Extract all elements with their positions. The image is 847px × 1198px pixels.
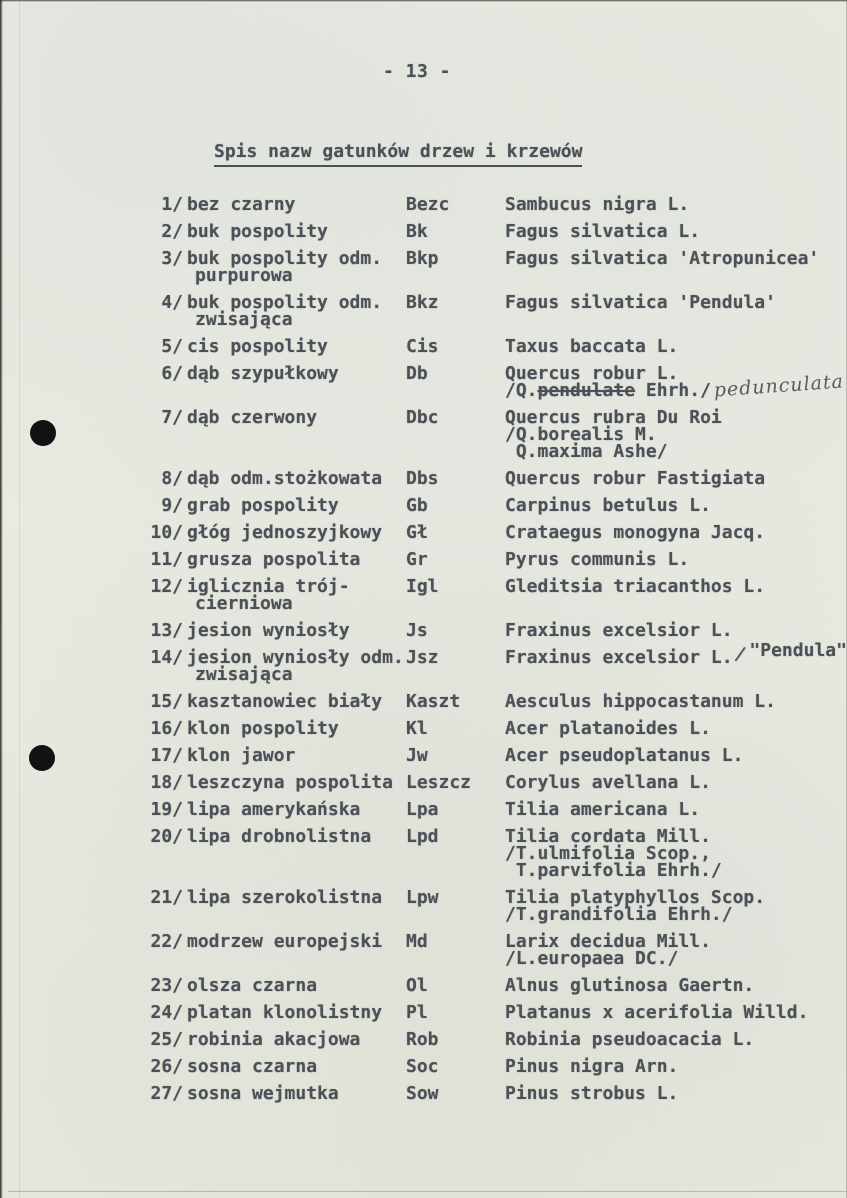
row-latin-name xyxy=(505,977,847,994)
latin-name-line: Quercus robur L. xyxy=(505,363,679,384)
latin-name-line: Alnus glutinosa Gaertn. xyxy=(505,975,755,996)
row-number: 9/ xyxy=(161,495,183,516)
row-polish-name xyxy=(187,693,406,710)
latin-name-line: Fraxinus excelsior L./ "Pendula" xyxy=(505,640,847,668)
latin-name-line: Aesculus hippocastanum L. xyxy=(505,691,776,712)
polish-name-line: lipa amerykańska xyxy=(187,799,361,820)
row-polish-name xyxy=(187,1058,406,1075)
list-row xyxy=(150,889,847,923)
polish-name-line: robinia akacjowa xyxy=(187,1029,361,1050)
polish-name-line: głóg jednoszyjkowy xyxy=(187,522,383,543)
row-polish-name xyxy=(187,196,406,213)
polish-name-line: lipa szerokolistna xyxy=(187,887,383,908)
row-code: Leszcz xyxy=(406,772,472,793)
latin-name-line: Larix decidua Mill. xyxy=(505,931,711,952)
row-code: Dbc xyxy=(406,407,439,428)
row-latin-name xyxy=(505,1031,847,1048)
latin-name-line: Carpinus betulus L. xyxy=(505,495,711,516)
list-row xyxy=(150,1031,847,1048)
polish-name-line: olsza czarna xyxy=(187,975,318,996)
list-row xyxy=(150,774,847,791)
row-number: 8/ xyxy=(161,468,183,489)
row-latin-name xyxy=(505,801,847,818)
row-latin-name xyxy=(505,889,847,923)
row-latin-name xyxy=(505,1058,847,1075)
row-code: Kl xyxy=(406,718,428,739)
scan-edge-top xyxy=(0,0,847,2)
row-latin-name xyxy=(505,933,847,967)
row-latin-name xyxy=(505,409,847,460)
row-number: 3/ xyxy=(161,248,183,269)
latin-name-line: Tilia platyphyllos Scop. xyxy=(505,887,766,908)
row-latin-name xyxy=(505,578,847,595)
row-code: Bkz xyxy=(406,292,439,313)
row-number: 16/ xyxy=(150,718,183,739)
latin-name-line: /T.grandifolia Ehrh./ xyxy=(505,904,733,925)
row-number: 1/ xyxy=(161,194,183,215)
latin-name-line: Sambucus nigra L. xyxy=(505,194,690,215)
polish-name-line: zwisająca xyxy=(195,664,293,685)
polish-name-line: klon pospolity xyxy=(187,718,339,739)
polish-name-line: zwisająca xyxy=(195,309,293,330)
row-latin-name xyxy=(505,294,847,311)
latin-name-line: Gleditsia triacanthos L. xyxy=(505,576,766,597)
polish-name-line: jesion wyniosły xyxy=(187,620,350,641)
latin-name-line: Tilia americana L. xyxy=(505,799,701,820)
row-number: 21/ xyxy=(150,887,183,908)
polish-name-line: kasztanowiec biały xyxy=(187,691,383,712)
row-code: Gr xyxy=(406,549,428,570)
latin-name-line: Quercus rubra Du Roi xyxy=(505,407,722,428)
annotation-slash: / xyxy=(733,643,748,666)
latin-name-line: Corylus avellana L. xyxy=(505,772,711,793)
row-polish-name xyxy=(187,1031,406,1048)
row-polish-name xyxy=(187,977,406,994)
row-polish-name xyxy=(187,747,406,764)
row-polish-name xyxy=(187,828,406,845)
row-code: Kaszt xyxy=(406,691,461,712)
polish-name-line: dąb szypułkowy xyxy=(187,363,339,384)
latin-name-line: /Q.borealis M. xyxy=(505,424,657,445)
row-polish-name xyxy=(187,720,406,737)
row-number: 5/ xyxy=(161,336,183,357)
row-number: 27/ xyxy=(150,1083,183,1104)
row-code: Cis xyxy=(406,336,439,357)
row-latin-name xyxy=(505,1085,847,1102)
list-row xyxy=(150,801,847,818)
row-code: Bkp xyxy=(406,248,439,269)
document-title: Spis nazw gatunków drzew i krzewów xyxy=(214,141,582,167)
row-code: Lpw xyxy=(406,887,439,908)
row-code: Gb xyxy=(406,495,428,516)
row-polish-name xyxy=(187,622,406,639)
row-polish-name xyxy=(187,801,406,818)
row-code: Lpa xyxy=(406,799,439,820)
row-latin-name xyxy=(505,223,847,240)
row-number: 26/ xyxy=(150,1056,183,1077)
row-latin-name xyxy=(505,1004,847,1021)
row-polish-name xyxy=(187,524,406,541)
row-number: 4/ xyxy=(161,292,183,313)
list-row xyxy=(150,622,847,639)
row-latin-name xyxy=(505,693,847,710)
list-row xyxy=(150,338,847,355)
latin-name-line: Fagus silvatica L. xyxy=(505,221,701,242)
row-latin-name xyxy=(505,828,847,879)
polish-name-line: grusza pospolita xyxy=(187,549,361,570)
row-number: 19/ xyxy=(150,799,183,820)
row-polish-name xyxy=(187,774,406,791)
latin-name-line: Robinia pseudoacacia L. xyxy=(505,1029,755,1050)
row-code: Gł xyxy=(406,522,428,543)
list-row xyxy=(150,250,847,284)
row-latin-name xyxy=(505,747,847,764)
polish-name-line: lipa drobnolistna xyxy=(187,826,372,847)
hole-punch-bottom xyxy=(29,745,55,771)
row-number: 17/ xyxy=(150,745,183,766)
list-row xyxy=(150,720,847,737)
row-latin-name xyxy=(505,551,847,568)
row-code: Soc xyxy=(406,1056,439,1077)
row-number: 22/ xyxy=(150,931,183,952)
species-list xyxy=(150,196,847,1112)
latin-name-line: Q.maxima Ashe/ xyxy=(505,441,668,462)
list-row xyxy=(150,977,847,994)
row-number: 13/ xyxy=(150,620,183,641)
row-polish-name xyxy=(187,409,406,426)
row-latin-name xyxy=(505,622,847,639)
row-code: Bk xyxy=(406,221,428,242)
latin-name-line: /T.ulmifolia Scop., xyxy=(505,843,711,864)
scan-edge-left xyxy=(0,0,3,1198)
row-polish-name xyxy=(187,365,406,382)
row-number: 20/ xyxy=(150,826,183,847)
row-number: 7/ xyxy=(161,407,183,428)
row-latin-name xyxy=(505,250,847,267)
latin-name-line: Pyrus communis L. xyxy=(505,549,690,570)
scan-bottom-line xyxy=(8,1191,847,1192)
latin-name-line: Fagus silvatica 'Atropunicea' xyxy=(505,248,820,269)
list-row xyxy=(150,693,847,710)
list-row xyxy=(150,470,847,487)
latin-name-line: Tilia cordata Mill. xyxy=(505,826,711,847)
row-code: Jsz xyxy=(406,647,439,668)
list-row xyxy=(150,363,847,402)
polish-name-line: modrzew europejski xyxy=(187,931,383,952)
latin-name-line: Crataegus monogyna Jacq. xyxy=(505,522,766,543)
row-polish-name xyxy=(187,338,406,355)
row-polish-name xyxy=(187,250,406,284)
row-latin-name xyxy=(505,640,847,668)
row-latin-name xyxy=(505,363,847,402)
row-polish-name xyxy=(187,294,406,328)
polish-name-line: purpurowa xyxy=(195,265,293,286)
list-row xyxy=(150,409,847,460)
row-polish-name xyxy=(187,497,406,514)
polish-name-line: buk pospolity odm. xyxy=(187,292,383,313)
list-row xyxy=(150,497,847,514)
row-number: 6/ xyxy=(161,363,183,384)
latin-name-line: Quercus robur Fastigiata xyxy=(505,468,766,489)
strikethrough-text: pendulate xyxy=(537,380,636,401)
row-latin-name xyxy=(505,470,847,487)
polish-name-line: grab pospolity xyxy=(187,495,339,516)
row-polish-name xyxy=(187,649,406,683)
latin-name-line: Pinus nigra Arn. xyxy=(505,1056,679,1077)
list-row xyxy=(150,640,847,685)
list-row xyxy=(150,1085,847,1102)
latin-name-line: /L.europaea DC./ xyxy=(505,948,679,969)
row-number: 25/ xyxy=(150,1029,183,1050)
list-row xyxy=(150,294,847,328)
row-latin-name xyxy=(505,338,847,355)
latin-name-line: Fraxinus excelsior L. xyxy=(505,620,733,641)
row-code: Rob xyxy=(406,1029,439,1050)
latin-name-line: Platanus x acerifolia Willd. xyxy=(505,1002,809,1023)
row-polish-name xyxy=(187,889,406,906)
row-code: Ol xyxy=(406,975,428,996)
list-row xyxy=(150,223,847,240)
row-latin-name xyxy=(505,720,847,737)
polish-name-line: dąb czerwony xyxy=(187,407,318,428)
polish-name-line: platan klonolistny xyxy=(187,1002,383,1023)
list-row xyxy=(150,551,847,568)
row-code: Md xyxy=(406,931,428,952)
row-number: 23/ xyxy=(150,975,183,996)
row-polish-name xyxy=(187,551,406,568)
polish-name-line: klon jawor xyxy=(187,745,296,766)
polish-name-line: buk pospolity odm. xyxy=(187,248,383,269)
row-code: Js xyxy=(406,620,428,641)
latin-name-line: Fagus silvatica 'Pendula' xyxy=(505,292,776,313)
list-row xyxy=(150,747,847,764)
latin-name-line: T.parvifolia Ehrh./ xyxy=(505,860,722,881)
superscript-annotation: "Pendula" xyxy=(749,640,847,661)
row-latin-name xyxy=(505,497,847,514)
list-row xyxy=(150,933,847,967)
row-number: 15/ xyxy=(150,691,183,712)
row-code: Sow xyxy=(406,1083,439,1104)
polish-name-line: buk pospolity xyxy=(187,221,328,242)
row-code: Lpd xyxy=(406,826,439,847)
latin-name-line: Acer pseudoplatanus L. xyxy=(505,745,744,766)
row-latin-name xyxy=(505,196,847,213)
list-row xyxy=(150,196,847,213)
list-row xyxy=(150,828,847,879)
row-polish-name xyxy=(187,470,406,487)
list-row xyxy=(150,524,847,541)
row-code: Db xyxy=(406,363,428,384)
list-row xyxy=(150,1058,847,1075)
polish-name-line: leszczyna pospolita xyxy=(187,772,393,793)
row-code: Jw xyxy=(406,745,428,766)
row-code: Dbs xyxy=(406,468,439,489)
row-polish-name xyxy=(187,933,406,950)
row-number: 10/ xyxy=(150,522,183,543)
row-number: 14/ xyxy=(150,647,183,668)
row-number: 12/ xyxy=(150,576,183,597)
polish-name-line: jesion wyniosły odm. xyxy=(187,647,404,668)
polish-name-line: bez czarny xyxy=(187,194,296,215)
polish-name-line: sosna wejmutka xyxy=(187,1083,339,1104)
page-number: - 13 - xyxy=(383,61,452,82)
latin-name-line: Taxus baccata L. xyxy=(505,336,679,357)
row-latin-name xyxy=(505,524,847,541)
list-row xyxy=(150,1004,847,1021)
hole-punch-top xyxy=(30,420,56,446)
row-latin-name xyxy=(505,774,847,791)
polish-name-line: cis pospolity xyxy=(187,336,328,357)
latin-name-line: /Q.pendulate Ehrh./ pedunculata xyxy=(505,370,845,402)
paper-crease xyxy=(19,0,20,1198)
row-polish-name xyxy=(187,223,406,240)
row-polish-name xyxy=(187,578,406,612)
latin-name-line: Acer platanoides L. xyxy=(505,718,711,739)
list-row xyxy=(150,578,847,612)
row-number: 2/ xyxy=(161,221,183,242)
polish-name-line: iglicznia trój- xyxy=(187,576,350,597)
row-code: Igl xyxy=(406,576,439,597)
polish-name-line: dąb odm.stożkowata xyxy=(187,468,383,489)
polish-name-line: cierniowa xyxy=(195,593,293,614)
polish-name-line: sosna czarna xyxy=(187,1056,318,1077)
row-code: Bezc xyxy=(406,194,450,215)
handwritten-annotation: pedunculata xyxy=(712,370,845,402)
row-number: 24/ xyxy=(150,1002,183,1023)
row-number: 18/ xyxy=(150,772,183,793)
row-polish-name xyxy=(187,1004,406,1021)
latin-name-line: Pinus strobus L. xyxy=(505,1083,679,1104)
row-polish-name xyxy=(187,1085,406,1102)
row-number: 11/ xyxy=(150,549,183,570)
row-code: Pl xyxy=(406,1002,428,1023)
